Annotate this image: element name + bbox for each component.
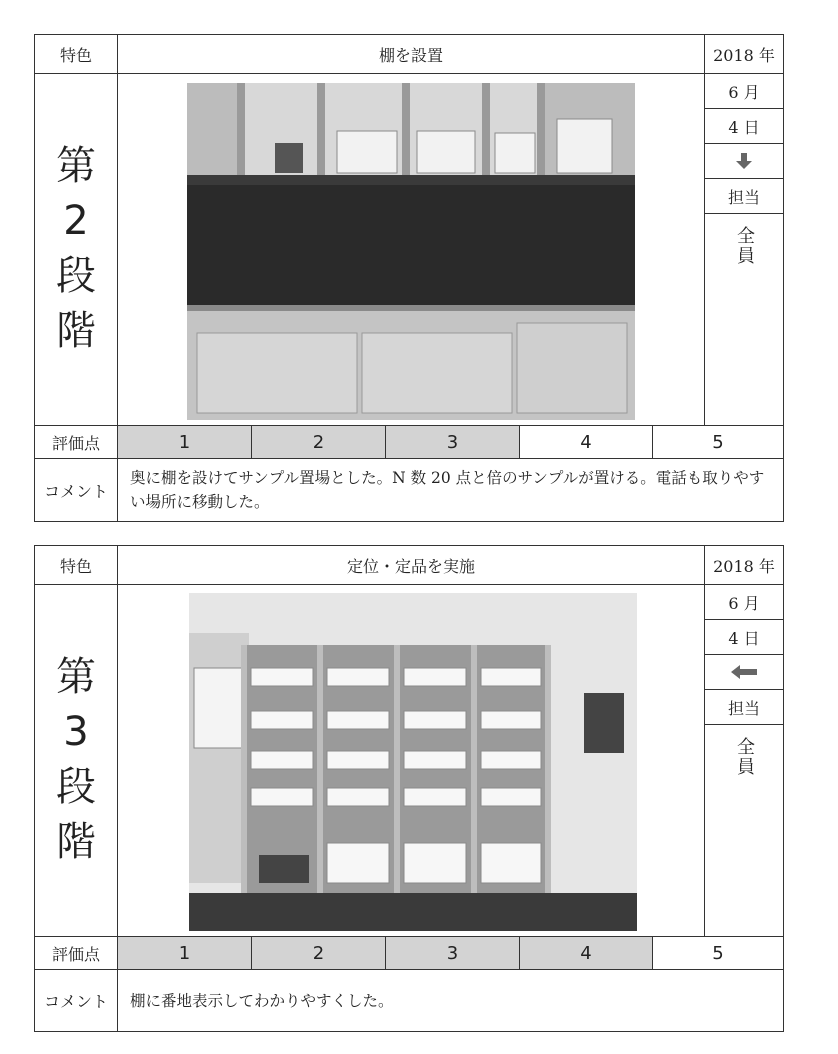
- stage-char: 段: [56, 764, 96, 810]
- card-title: 定位・定品を実施: [117, 545, 705, 585]
- score-5: 5: [652, 936, 784, 970]
- person-name: 全員: [734, 226, 755, 266]
- score-4: 4: [519, 425, 653, 459]
- month: 6 月: [704, 584, 784, 620]
- stage-label: [34, 654, 118, 865]
- year: 2018 年: [704, 34, 784, 74]
- month: 6 月: [704, 73, 784, 109]
- person-label: 担当: [704, 178, 784, 214]
- evaluation-card-stage-3: [34, 545, 784, 1032]
- stage-char: 第: [56, 654, 96, 700]
- score-label: 評価点: [34, 425, 118, 459]
- stage-label: [34, 143, 118, 354]
- arrow-left-icon: [704, 654, 784, 690]
- comment-text: 棚に番地表示してわかりやすくした。: [130, 991, 394, 1010]
- person-label: 担当: [704, 689, 784, 725]
- evaluation-card-stage-2: [34, 34, 784, 522]
- person-cell: [704, 226, 784, 266]
- score-2: 2: [251, 936, 386, 970]
- score-3: 3: [385, 425, 520, 459]
- arrow-down-icon: [704, 143, 784, 179]
- score-3: 3: [385, 936, 520, 970]
- comment-text: 奥に棚を設けてサンプル置場とした。N 数 20 点と倍のサンプルが置ける。電話も取りやすい場所に移動した。: [130, 469, 765, 511]
- score-5: 5: [652, 425, 784, 459]
- photo-labeled-shelves: [189, 593, 637, 931]
- stage-number: 2: [63, 198, 89, 244]
- day: 4 日: [704, 619, 784, 655]
- score-2: 2: [251, 425, 386, 459]
- year: 2018 年: [704, 545, 784, 585]
- score-1: 1: [117, 936, 252, 970]
- stage-char: 第: [56, 143, 96, 189]
- feature-label: 特色: [34, 545, 118, 585]
- score-label: 評価点: [34, 936, 118, 970]
- comment-label: コメント: [34, 969, 118, 1032]
- person-cell: [704, 737, 784, 777]
- card-title: 棚を設置: [117, 34, 705, 74]
- comment-label: コメント: [34, 458, 118, 522]
- day: 4 日: [704, 108, 784, 144]
- stage-char: 階: [56, 308, 96, 354]
- score-4: 4: [519, 936, 653, 970]
- stage-char: 階: [56, 819, 96, 865]
- stage-number: 3: [63, 709, 89, 755]
- stage-char: 段: [56, 253, 96, 299]
- feature-label: 特色: [34, 34, 118, 74]
- person-name: 全員: [734, 737, 755, 777]
- score-1: 1: [117, 425, 252, 459]
- photo-shelf-installed: [187, 83, 635, 420]
